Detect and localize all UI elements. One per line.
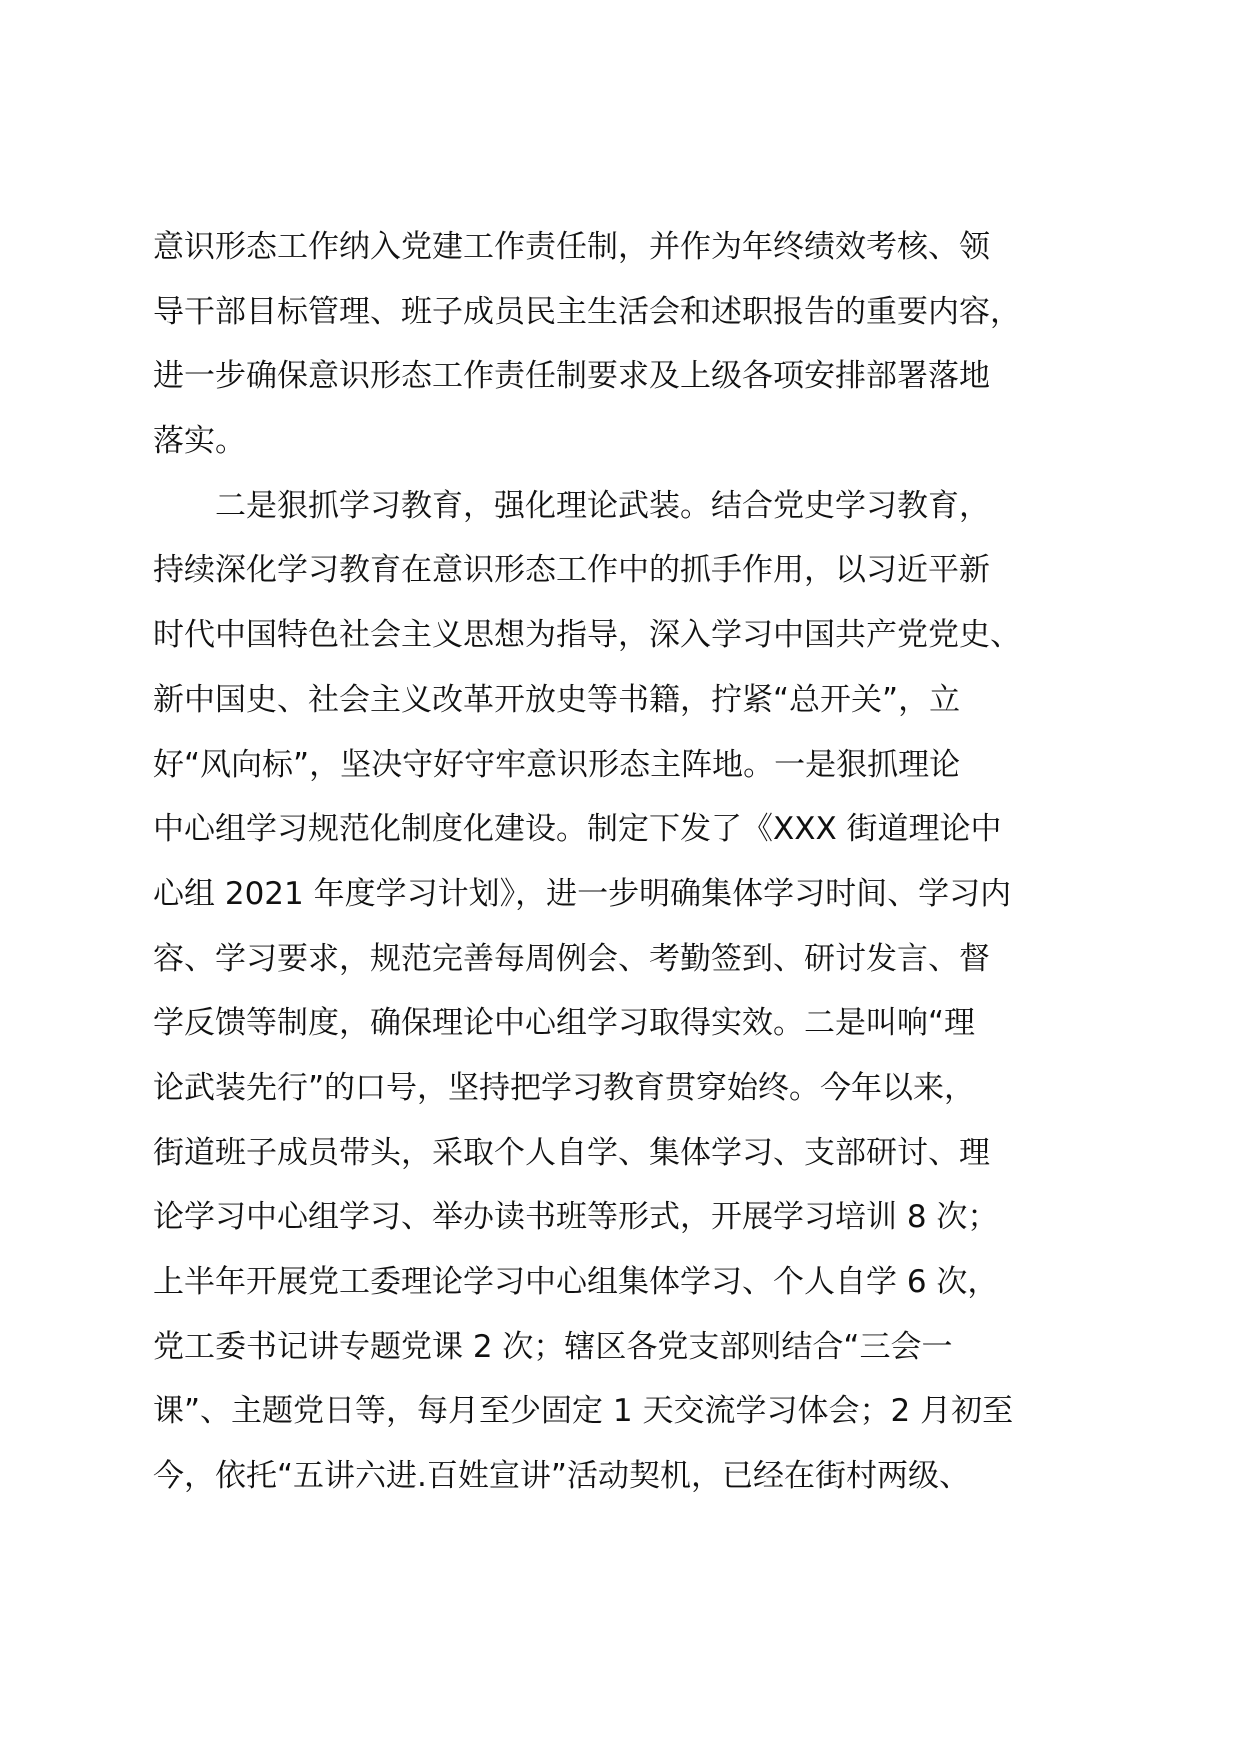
paragraph-line: 新中国史、社会主义改革开放史等书籍，拧紧“总开关”，立 [153,681,961,718]
paragraph-line: 时代中国特色社会主义思想为指导，深入学习中国共产党党史、 [153,617,1021,654]
paragraph-line: 今，依托“五讲六进.百姓宣讲”活动契机，已经在街村两级、 [153,1458,970,1495]
paragraph-2 [153,474,1093,1509]
paragraph-line: 落实。 [153,423,246,460]
paragraph-line: 导干部目标管理、班子成员民主生活会和述职报告的重要内容， [153,293,1021,330]
paragraph-line: 容、学习要求，规范完善每周例会、考勤签到、研讨发言、督 [153,940,990,977]
paragraph-line: 意识形态工作纳入党建工作责任制，并作为年终绩效考核、领 [153,229,990,265]
paragraph-line: 上半年开展党工委理论学习中心组集体学习、个人自学 6 次， [153,1264,999,1300]
paragraph-line: 好“风向标”，坚决守好守牢意识形态主阵地。一是狠抓理论 [153,746,961,783]
paragraph-line: 论学习中心组学习、举办读书班等形式，开展学习培训 8 次； [153,1199,999,1236]
paragraph-line: 课”、主题党日等，每月至少固定 1 天交流学习体会；2 月初至 [153,1393,1014,1430]
paragraph-line: 持续深化学习教育在意识形态工作中的抓手作用，以习近平新 [153,552,990,589]
paragraph-line: 二是狠抓学习教育，强化理论武装。结合党史学习教育， [153,487,990,524]
paragraph-line: 街道班子成员带头，采取个人自学、集体学习、支部研讨、理 [153,1134,990,1171]
paragraph-1 [153,215,1093,474]
paragraph-line: 论武装先行”的口号，坚持把学习教育贯穿始终。今年以来， [153,1069,976,1106]
document-body [153,215,1093,1509]
paragraph-line: 进一步确保意识形态工作责任制要求及上级各项安排部署落地 [153,358,990,395]
paragraph-line: 学反馈等制度，确保理论中心组学习取得实效。二是叫响“理 [153,1005,976,1042]
paragraph-line: 心组 2021 年度学习计划》，进一步明确集体学习时间、学习内 [153,875,1012,912]
paragraph-line: 党工委书记讲专题党课 2 次；辖区各党支部则结合“三会一 [153,1328,953,1365]
paragraph-line: 中心组学习规范化制度化建设。制定下发了《XXX 街道理论中 [153,811,1002,848]
